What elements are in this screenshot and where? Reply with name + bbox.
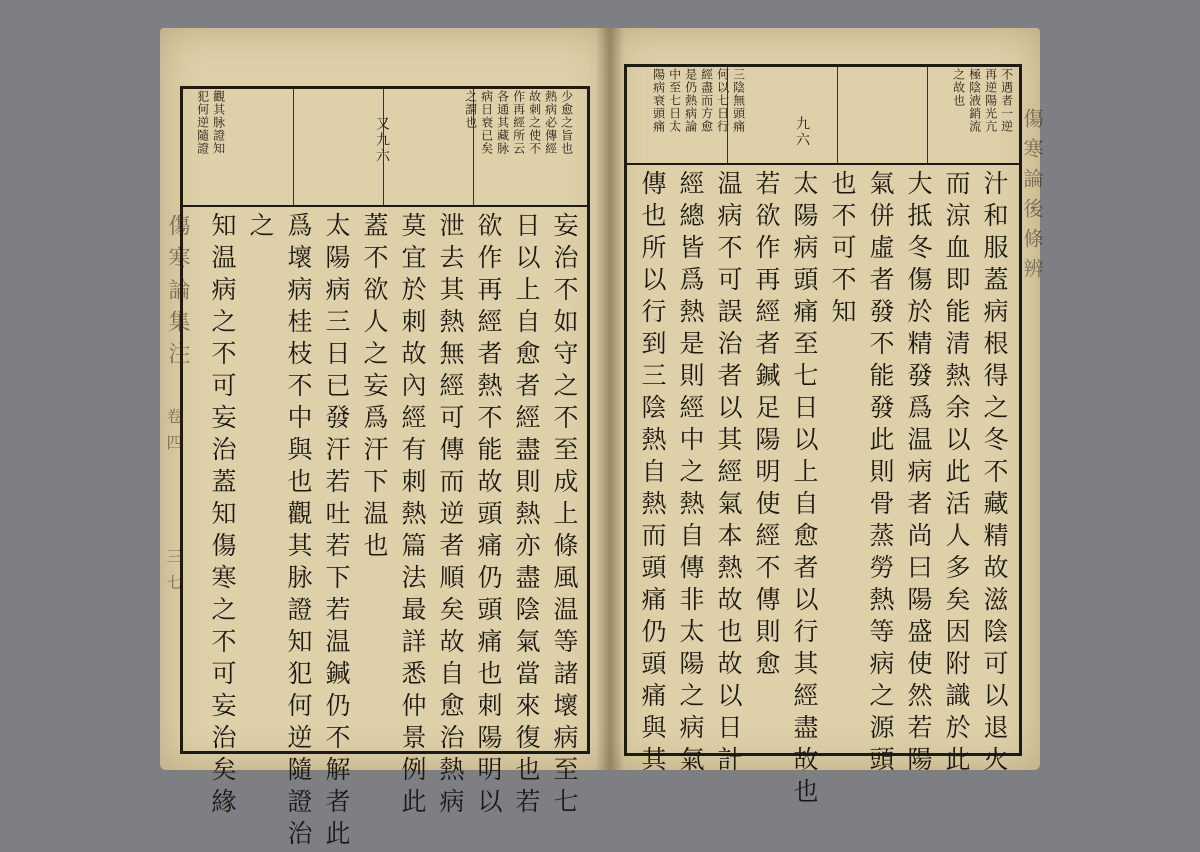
text-column: 知温病之不可妄治蓋知傷寒之不可妄治矣緣 (208, 212, 237, 820)
right-header-rule-3 (927, 67, 928, 163)
right-header-rule-2 (837, 67, 838, 163)
text-column: 太陽病三日已發汗若吐若下若温鍼仍不解者此 (322, 212, 351, 852)
text-column: 莫宜於刺故內經有刺熱篇法最詳悉仲景例此 (398, 212, 427, 820)
header-note-column: 何以七日行 (715, 68, 730, 133)
text-column: 爲壞病桂枝不中與也觀其脉證知犯何逆隨證治 (284, 212, 313, 852)
right-edge-title: 傷寒論後條辨 (1020, 108, 1044, 288)
text-column: 温病不可誤治者以其經氣本熱故也故以日計 (714, 170, 743, 778)
text-column: 之 (246, 212, 275, 244)
header-note-column: 各通其藏脉 (495, 90, 510, 155)
book-gutter (596, 28, 624, 770)
header-note-column: 犯何逆隨證 (195, 90, 210, 155)
header-note-column: 再逆陽光亢 (983, 68, 998, 133)
text-column: 日以上自愈者經盡則熱亦盡陰氣當來復也若 (512, 212, 541, 820)
header-note-column: 中至七日太 (667, 68, 682, 133)
left-edge-folio: 三七 (164, 548, 183, 600)
header-note-column: 是仍熱病論 (683, 68, 698, 133)
text-column: 太陽病頭痛至七日以上自愈者以行其經盡故也 (790, 170, 819, 810)
left-edge-title: 傷寒論集注 (165, 214, 190, 374)
left-header-rule (293, 89, 294, 205)
header-note-column: 三陰無頭痛 (731, 68, 746, 133)
header-note-column: 故刺之使不 (527, 90, 542, 155)
header-note-column: 觀其脉證知 (211, 90, 226, 155)
open-book (160, 28, 1044, 852)
text-column: 若欲作再經者鍼足陽明使經不傳則愈 (752, 170, 781, 682)
header-note-column: 熱病必傳經 (543, 90, 558, 155)
text-column: 妄治不如守之不至成上條風温等諸壞病至七 (550, 212, 579, 820)
header-note-column: 極陰液銷流 (967, 68, 982, 133)
left-page-number: 又九六 (374, 116, 390, 164)
text-column: 蓋不欲人之妄爲汗下温也 (360, 212, 389, 564)
text-column: 而涼血即能清熱余以此活人多矣因附識於此 (942, 170, 971, 778)
text-column: 汁和服蓋病根得之冬不藏精故滋陰可以退火 (980, 170, 1009, 778)
text-column: 也不可不知 (828, 170, 857, 330)
right-header-divider (627, 163, 1019, 165)
header-note-column: 陽病衰頭痛 (651, 68, 666, 133)
header-note-column: 病日衰已矣 (479, 90, 494, 155)
left-edge-volume: 卷四 (164, 408, 183, 460)
header-note-column: 之謂也 (463, 90, 478, 129)
right-page-number: 九六 (794, 116, 810, 148)
text-column: 氣併虛者發不能發此則骨蒸勞熱等病之源頭 (866, 170, 895, 778)
text-column: 大抵冬傷於精發爲温病者尚曰陽盛使然若陽 (904, 170, 933, 778)
text-column: 傳也所以行到三陰熱自熱而頭痛仍頭痛與其 (638, 170, 667, 778)
header-note-column: 經盡而方愈 (699, 68, 714, 133)
text-column: 泄去其熱無經可傳而逆者順矣故自愈治熱病 (436, 212, 465, 820)
header-note-column: 作再經所云 (511, 90, 526, 155)
header-note-column: 之故也 (951, 68, 966, 107)
right-page (610, 28, 1044, 810)
text-column: 經總皆爲熱是則經中之熱自傳非太陽之病氣 (676, 170, 705, 778)
header-note-column: 少愈之旨也 (559, 90, 574, 155)
left-page (160, 28, 610, 852)
left-header-divider (183, 205, 587, 207)
text-column: 欲作再經者熱不能故頭痛仍頭痛也刺陽明以 (474, 212, 503, 820)
header-note-column: 不遇者一逆 (999, 68, 1014, 133)
